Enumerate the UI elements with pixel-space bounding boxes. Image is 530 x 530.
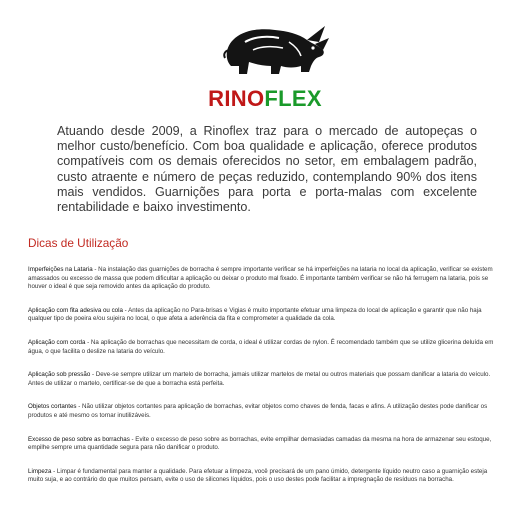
tip-item: [28, 339, 502, 356]
tip-title: Excesso de peso sobre as borrachas: [28, 435, 130, 443]
tip-title: Imperfeições na Lataria: [28, 266, 93, 273]
tip-title: Aplicação com fita adesiva ou cola: [28, 306, 123, 314]
tip-item: [28, 468, 502, 485]
intro-paragraph: Atuando desde 2009, a Rinoflex traz para o mercado de autopeças o melhor custo/benefício. Com boa qualidade e aplicação, oferece produtos compatíveis com os demais oferecidos no setor, em embalagem padrão, custo atraente e número de peças reduzido, contemplando 90% dos itens mais vendidos. Guarnições para porta e porta-malas com excelente rentabilidade e baixo investimento.: [57, 124, 477, 215]
tip-item: [28, 403, 502, 420]
tips-list: [28, 266, 502, 500]
section-title: Dicas de Utilização: [28, 236, 129, 250]
tip-title: Limpeza: [28, 467, 52, 475]
tip-body: - Não utilizar objetos cortantes para aplicação de borrachas, evitar objetos como chaves de fenda, facas e afins. A utilização destes pode danificar os produtos e até mesmo os tornar inutilizáveis.: [28, 403, 488, 419]
tip-item: [28, 266, 502, 292]
tip-item: [28, 371, 502, 388]
tip-title: Aplicação sob pressão: [28, 371, 91, 379]
tip-body: - Antes da aplicação no Para-brisas e Vigias é muito importante efetuar uma limpeza do local de aplicação e garantir que não haja qualquer tipo de poeira e/ou sujeira no local, o que afeta a aderência da fita e comprometer a qualidade da cola.: [28, 306, 482, 323]
brand-flex: FLEX: [264, 86, 322, 111]
tip-item: [28, 436, 502, 453]
tip-body: - Na aplicação de borrachas que necessitam de corda, o ideal é utilizar cordas de nylon. É recomendado também que se utilize glicerina deluída em água, o que facilita o deslize na lataria do veículo.: [28, 338, 494, 355]
tip-body: - Deve-se sempre utilizar um martelo de borracha, jamais utilizar martelos de metal ou outros materiais que possam danificar a lataria do veículo. Antes de utilizar o martelo, certificar-se de que a borracha está perfeita.: [28, 371, 491, 387]
tip-title: Aplicação com corda: [28, 338, 86, 346]
tip-body: - Na instalação das guarnições de borracha é sempre importante verificar se há imperfeições na lataria no local da aplicação, verificar se existem amassados ou excesso de massa que podem dificultar a aplicação ou deixar o produto mal fixado. É importante também verificar se não há ferrugem na lataria, pois se houver o ideal é que seja removido antes da aplicação do produto.: [28, 266, 493, 291]
brand-rino: RINO: [208, 86, 265, 111]
rhino-icon: [195, 20, 335, 86]
tip-item: [28, 307, 502, 324]
tip-body: - Evite o excesso de peso sobre as borrachas, evite empilhar demasiadas camadas da mesma na hora de armazenar seu estoque, empilhe sempre uma quantidade segura para não danificar o produto.: [28, 435, 492, 452]
tip-title: Objetos cortantes: [28, 403, 77, 411]
tip-body: - Limpar é fundamental para manter a qualidade. Para efetuar a limpeza, você precisará de um pano úmido, detergente líquido neutro caso a guarnição esteja muito suja, e ao contrário do que muitos pensam, evite o uso de silicones líquidos, pois o uso destes pode facilitar a impregnação de resíduos na borracha.: [28, 467, 488, 484]
brand-wordmark: [0, 88, 530, 110]
